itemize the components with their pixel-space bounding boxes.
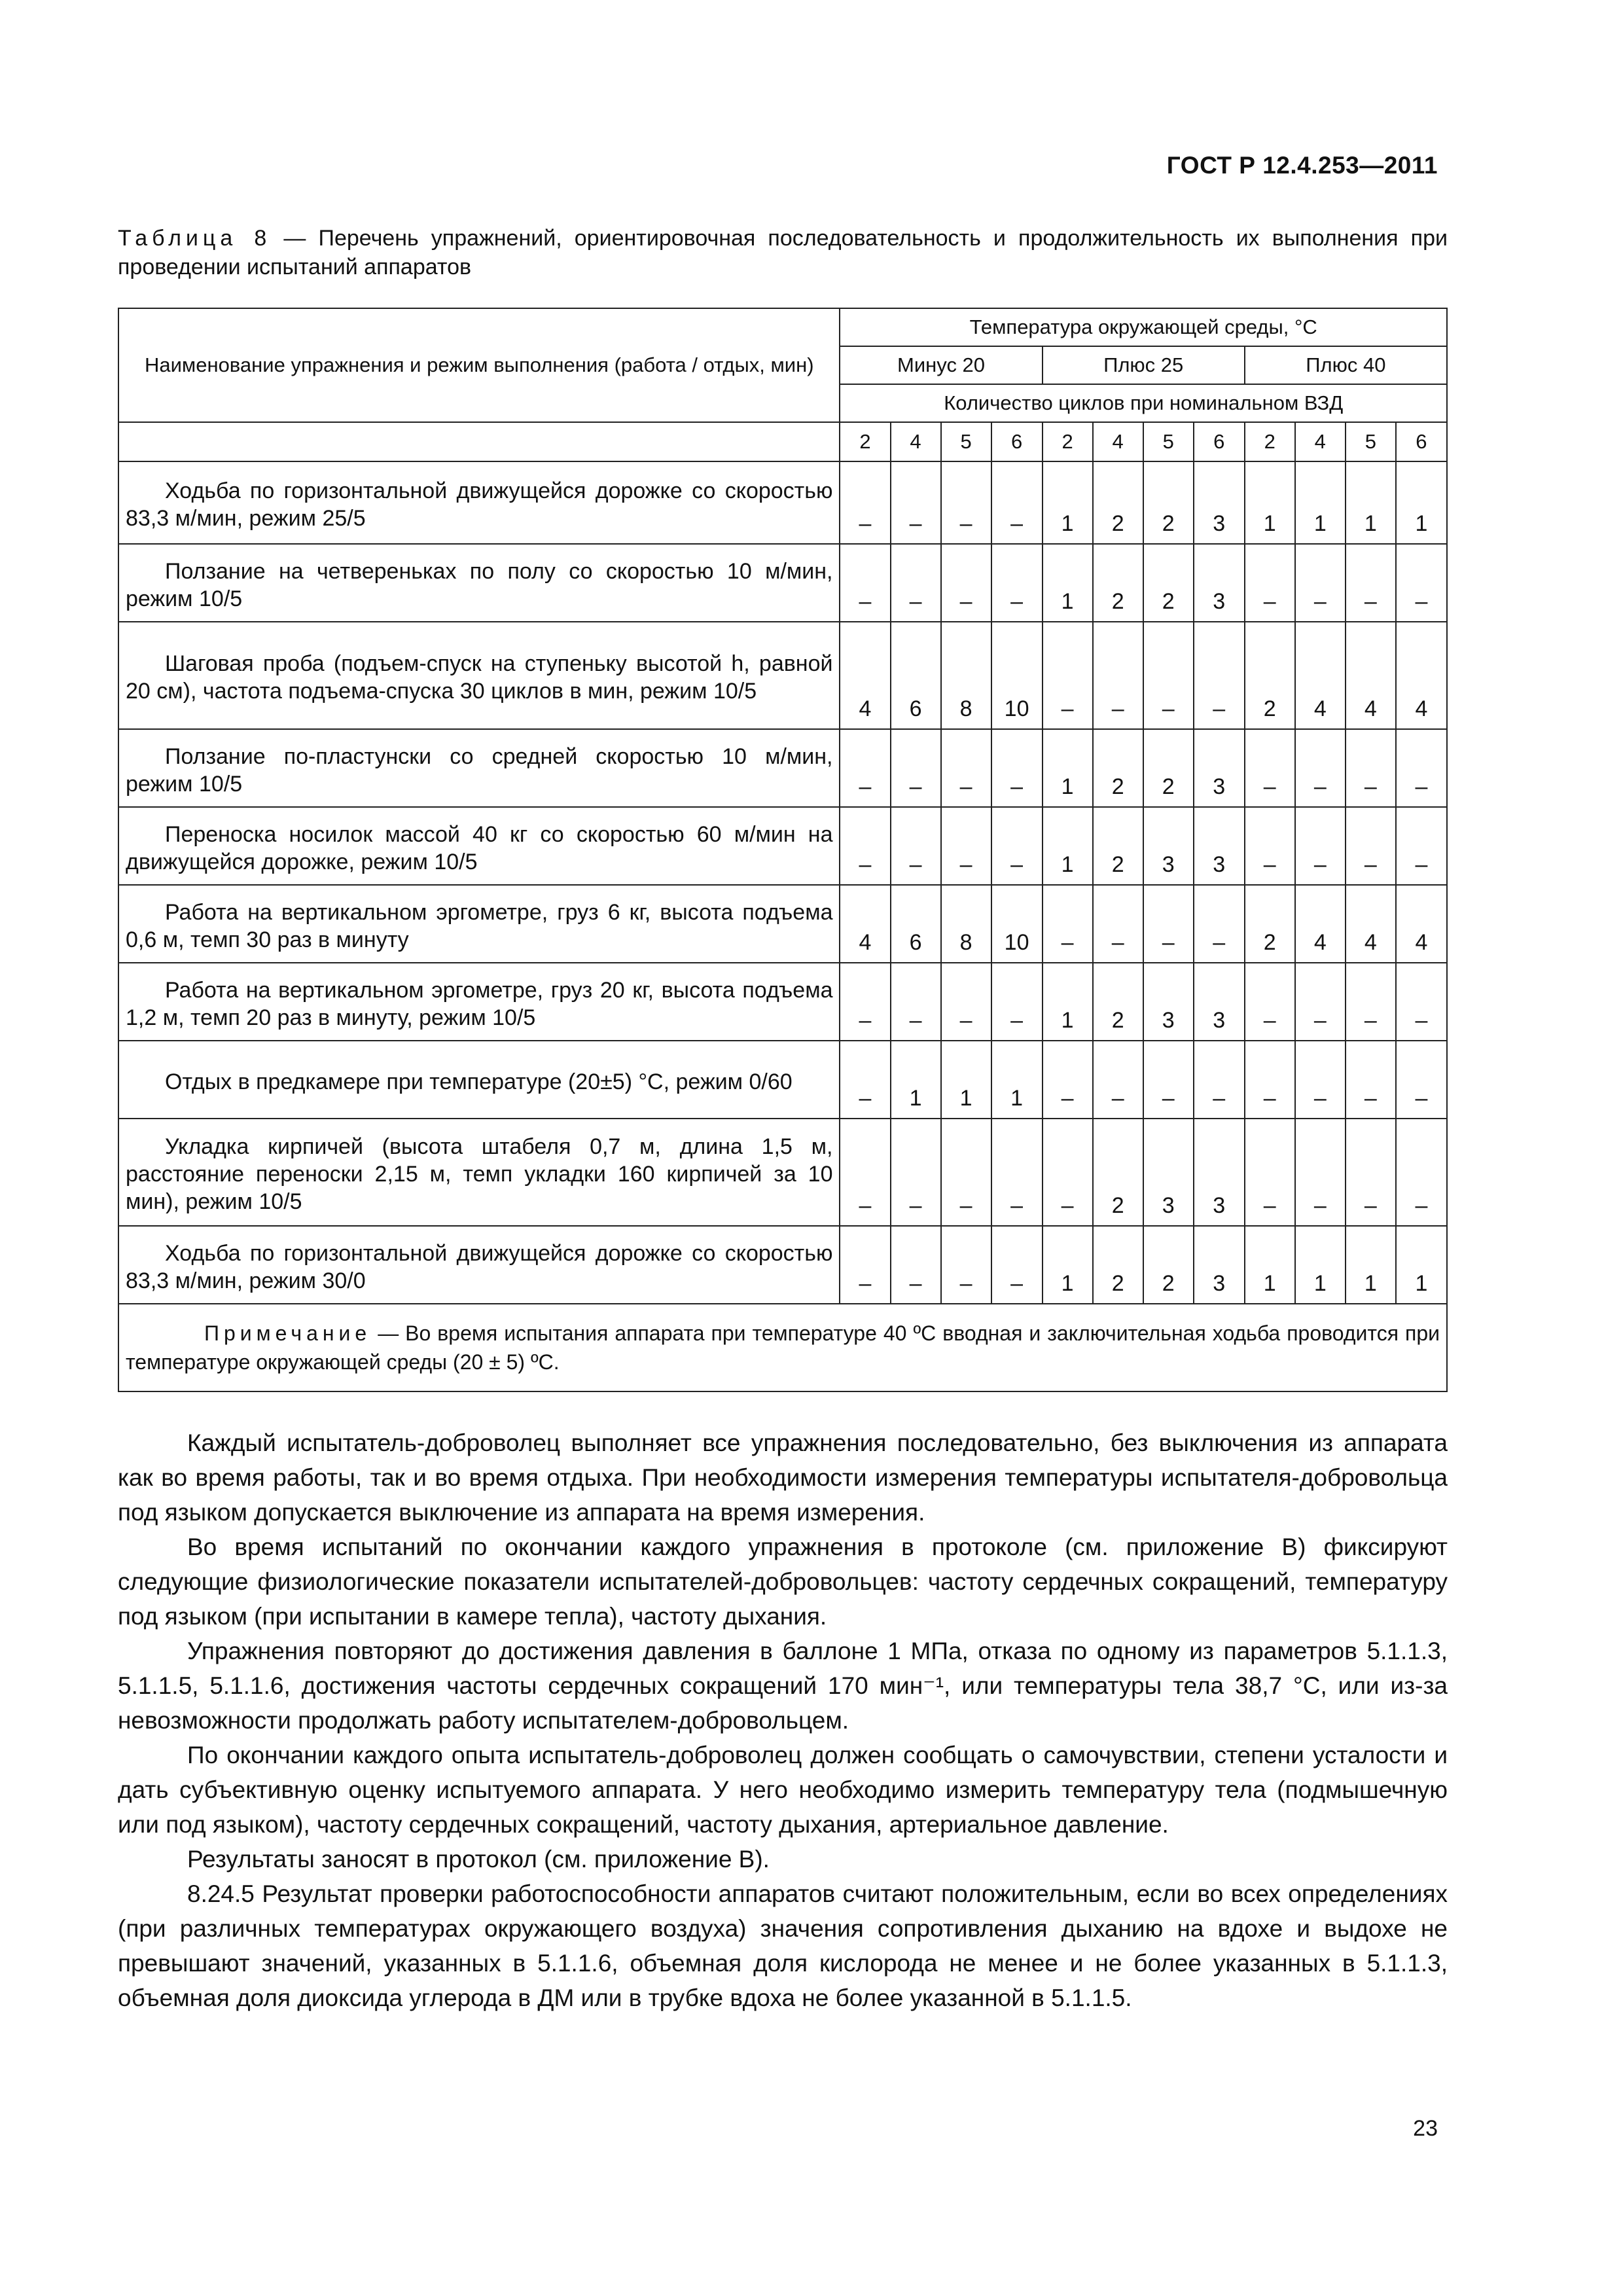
- cycle-value: –: [891, 807, 941, 885]
- temp-group-plus-40: Плюс 40: [1245, 346, 1447, 384]
- cycle-value: –: [941, 461, 991, 544]
- cycle-value: 4: [840, 622, 890, 729]
- exercise-name-text: Работа на вертикальном эргометре, груз 20 кг, высота подъема 1,2 м, темп 20 раз в минуту, режим 10/5: [126, 977, 833, 1030]
- cycle-value: 1: [1043, 544, 1093, 622]
- cycle-value: –: [991, 963, 1043, 1041]
- cycle-value: 1: [1043, 461, 1093, 544]
- table-row: [118, 1226, 1447, 1304]
- table-caption: [118, 224, 1448, 281]
- exercise-name: [118, 544, 840, 622]
- cycle-value: –: [1143, 1041, 1194, 1119]
- cycle-value: –: [891, 461, 941, 544]
- cycle-value: –: [991, 729, 1043, 807]
- cycle-value: 2: [1093, 729, 1143, 807]
- cycle-value: 2: [1093, 963, 1143, 1041]
- table-row: [118, 807, 1447, 885]
- cycle-value: –: [1346, 1041, 1396, 1119]
- paragraph: Во время испытаний по окончании каждого упражнения в протоколе (см. приложение В) фиксируют следующие физиологические показатели испытателей-добровольцев: частоту сердечных сокращений, температуру под языком (при испытании в камере тепла), частоту дыхания.: [118, 1534, 1448, 1630]
- cycle-value: –: [840, 807, 890, 885]
- exercise-name: [118, 885, 840, 963]
- cycle-value: 10: [991, 885, 1043, 963]
- cycle-value: –: [1346, 1119, 1396, 1226]
- cycle-value: 4: [1346, 622, 1396, 729]
- exercise-name-text: Ползание на четвереньках по полу со скоростью 10 м/мин, режим 10/5: [126, 558, 833, 611]
- cycle-count-header: 5: [1143, 422, 1194, 461]
- cycle-value: 3: [1194, 963, 1245, 1041]
- table-row: [118, 1041, 1447, 1119]
- exercise-name: [118, 622, 840, 729]
- cycle-value: –: [991, 1226, 1043, 1304]
- cycle-value: –: [1245, 1041, 1295, 1119]
- cycle-value: 1: [1245, 461, 1295, 544]
- cycle-value: 4: [1396, 885, 1447, 963]
- cycle-value: –: [1396, 963, 1447, 1041]
- cycle-value: –: [1346, 729, 1396, 807]
- cycle-value: 6: [891, 622, 941, 729]
- cycle-value: 4: [1295, 885, 1346, 963]
- cycle-value: –: [1295, 1119, 1346, 1226]
- page-number: 23: [1413, 2116, 1438, 2141]
- exercise-name: [118, 807, 840, 885]
- empty-header-cell: [118, 422, 840, 461]
- cycle-value: 2: [1143, 1226, 1194, 1304]
- cycle-value: –: [941, 963, 991, 1041]
- table-row: [118, 1119, 1447, 1226]
- exercise-name-text: Ходьба по горизонтальной движущейся дорожке со скоростью 83,3 м/мин, режим 30/0: [126, 1240, 833, 1293]
- cycle-value: 1: [1396, 1226, 1447, 1304]
- table-row: [118, 885, 1447, 963]
- cycle-value: –: [891, 1226, 941, 1304]
- table-caption-text: — Перечень упражнений, ориентировочная последовательность и продолжительность их выполнения при проведении испытаний аппаратов: [118, 226, 1448, 279]
- cycle-value: 3: [1194, 461, 1245, 544]
- cycle-value: –: [840, 1119, 890, 1226]
- cycle-value: 3: [1143, 807, 1194, 885]
- cycle-value: –: [1295, 963, 1346, 1041]
- cycle-value: 8: [941, 885, 991, 963]
- exercise-name-text: Укладка кирпичей (высота штабеля 0,7 м, длина 1,5 м, расстояние переноски 2,15 м, темп укладки 160 кирпичей за 10 мин), режим 10/5: [126, 1134, 833, 1214]
- cycle-value: –: [1346, 963, 1396, 1041]
- cycle-value: –: [941, 729, 991, 807]
- exercise-name-text: Работа на вертикальном эргометре, груз 6 кг, высота подъема 0,6 м, темп 30 раз в минуту: [126, 899, 833, 952]
- exercise-name-text: Ходьба по горизонтальной движущейся дорожке со скоростью 83,3 м/мин, режим 25/5: [126, 478, 833, 531]
- cycle-value: –: [1043, 1041, 1093, 1119]
- cycle-value: 3: [1143, 1119, 1194, 1226]
- cycle-value: –: [1396, 544, 1447, 622]
- cycle-value: 3: [1194, 1226, 1245, 1304]
- exercise-name: [118, 1041, 840, 1119]
- cycle-value: 4: [840, 885, 890, 963]
- cycle-value: 2: [1143, 544, 1194, 622]
- table-note: [118, 1304, 1447, 1391]
- cycle-value: –: [1043, 885, 1093, 963]
- cycle-value: –: [1245, 729, 1295, 807]
- exercise-name-text: Отдых в предкамере при температуре (20±5) °C, режим 0/60: [165, 1069, 793, 1094]
- note-text: — Во время испытания аппарата при температуре 40 ºC вводная и заключительная ходьба проводится при температуре окружающей среды (20 ± 5) ºC.: [126, 1321, 1440, 1374]
- temp-group-plus-25: Плюс 25: [1043, 346, 1245, 384]
- cycle-value: –: [1093, 885, 1143, 963]
- cycle-value: –: [1245, 963, 1295, 1041]
- cycle-value: 2: [1093, 1119, 1143, 1226]
- cycle-value: 1: [1346, 1226, 1396, 1304]
- cycle-count-header: 6: [1194, 422, 1245, 461]
- cycle-value: 8: [941, 622, 991, 729]
- cycle-value: 2: [1093, 544, 1143, 622]
- cycle-count-header: 6: [1396, 422, 1447, 461]
- cycle-value: –: [1245, 807, 1295, 885]
- exercise-name: [118, 963, 840, 1041]
- cycle-value: 2: [1245, 622, 1295, 729]
- table-row: [118, 963, 1447, 1041]
- paragraph: Каждый испытатель-доброволец выполняет все упражнения последовательно, без выключения из аппарата как во время работы, так и во время отдыха. При необходимости измерения температуры испытателя-добровольца под языком допускается выключение из аппарата на время измерения.: [118, 1429, 1448, 1526]
- exercise-table: [118, 308, 1448, 1392]
- cycle-value: 4: [1295, 622, 1346, 729]
- cycle-value: –: [1396, 1119, 1447, 1226]
- cycle-value: –: [1396, 807, 1447, 885]
- cycle-value: –: [1295, 1041, 1346, 1119]
- cycle-value: 1: [1043, 807, 1093, 885]
- cycle-value: –: [1143, 885, 1194, 963]
- temperature-header: Температура окружающей среды, °C: [840, 308, 1447, 346]
- cycle-value: 2: [1143, 729, 1194, 807]
- cycle-value: –: [1295, 544, 1346, 622]
- cycle-value: –: [941, 1119, 991, 1226]
- cycle-value: 2: [1093, 807, 1143, 885]
- cycle-value: –: [891, 544, 941, 622]
- cycle-value: –: [840, 1226, 890, 1304]
- paragraph: Упражнения повторяют до достижения давления в баллоне 1 МПа, отказа по одному из параметров 5.1.1.3, 5.1.1.5, 5.1.1.6, достижения частоты сердечных сокращений 170 мин⁻¹, или температуры тела 38,7 °C, или из-за невозможности продолжать работу испытателем-добровольцем.: [118, 1638, 1448, 1734]
- cycles-header: Количество циклов при номинальном ВЗД: [840, 384, 1447, 422]
- cycle-value: 1: [1043, 729, 1093, 807]
- cycle-value: –: [1295, 807, 1346, 885]
- cycle-value: 1: [941, 1041, 991, 1119]
- cycle-value: –: [840, 729, 890, 807]
- cycle-value: 1: [1346, 461, 1396, 544]
- exercise-name: [118, 1119, 840, 1226]
- cycle-value: 2: [1143, 461, 1194, 544]
- cycle-value: 3: [1143, 963, 1194, 1041]
- body-text: [118, 1426, 1448, 2015]
- cycle-value: 4: [1346, 885, 1396, 963]
- cycle-value: –: [1396, 1041, 1447, 1119]
- cycle-value: –: [1093, 1041, 1143, 1119]
- exercise-name-text: Переноска носилок массой 40 кг со скоростью 60 м/мин на движущейся дорожке, режим 10/5: [126, 821, 833, 874]
- cycle-value: –: [840, 1041, 890, 1119]
- cycle-value: –: [1295, 729, 1346, 807]
- table-row: [118, 461, 1447, 544]
- cycle-value: –: [840, 461, 890, 544]
- cycle-value: –: [1245, 544, 1295, 622]
- cycle-count-header: 4: [891, 422, 941, 461]
- cycle-value: –: [1245, 1119, 1295, 1226]
- cycle-value: 2: [1093, 461, 1143, 544]
- cycle-value: –: [891, 963, 941, 1041]
- temp-group-minus-20: Минус 20: [840, 346, 1042, 384]
- cycle-value: –: [1093, 622, 1143, 729]
- paragraph: По окончании каждого опыта испытатель-доброволец должен сообщать о самочувствии, степени усталости и дать субъективную оценку испытуемого аппарата. У него необходимо измерить температуру тела (подмышечную или под языком), частоту сердечных сокращений, частоту дыхания, артериальное давление.: [118, 1742, 1448, 1838]
- cycle-value: –: [941, 807, 991, 885]
- cycle-value: –: [991, 807, 1043, 885]
- note-label: Примечание: [204, 1321, 372, 1345]
- cycle-value: –: [1396, 729, 1447, 807]
- cycle-value: 1: [1396, 461, 1447, 544]
- cycle-value: 3: [1194, 807, 1245, 885]
- exercise-name: [118, 1226, 840, 1304]
- cycle-value: –: [991, 1119, 1043, 1226]
- cycle-value: 1: [1043, 963, 1093, 1041]
- cycle-value: 1: [1295, 1226, 1346, 1304]
- cycle-value: 1: [991, 1041, 1043, 1119]
- cycle-value: –: [1194, 622, 1245, 729]
- cycle-value: –: [891, 1119, 941, 1226]
- document-id: ГОСТ Р 12.4.253—2011: [1166, 152, 1438, 179]
- cycle-value: –: [941, 544, 991, 622]
- cycle-value: –: [840, 544, 890, 622]
- exercise-name-text: Ползание по-пластунски со средней скоростью 10 м/мин, режим 10/5: [126, 744, 833, 797]
- cycle-value: 1: [1245, 1226, 1295, 1304]
- cycle-value: 2: [1093, 1226, 1143, 1304]
- cycle-count-header: 5: [1346, 422, 1396, 461]
- cycle-count-header: 2: [840, 422, 890, 461]
- cycle-value: 3: [1194, 544, 1245, 622]
- cycle-value: 1: [1295, 461, 1346, 544]
- cycle-value: 6: [891, 885, 941, 963]
- exercise-name: [118, 461, 840, 544]
- cycle-value: 3: [1194, 729, 1245, 807]
- cycle-value: –: [1346, 807, 1396, 885]
- cycle-value: –: [1143, 622, 1194, 729]
- cycle-value: –: [1194, 1041, 1245, 1119]
- cycle-value: –: [991, 544, 1043, 622]
- cycle-value: 2: [1245, 885, 1295, 963]
- cycle-count-header: 2: [1043, 422, 1093, 461]
- cycle-value: –: [1194, 885, 1245, 963]
- cycle-count-header: 4: [1093, 422, 1143, 461]
- paragraph: Результаты заносят в протокол (см. приложение В).: [187, 1846, 770, 1873]
- table-row: [118, 622, 1447, 729]
- cycle-count-header: 4: [1295, 422, 1346, 461]
- exercise-name-header: Наименование упражнения и режим выполнения (работа / отдых, мин): [118, 308, 840, 422]
- cycle-value: –: [891, 729, 941, 807]
- cycle-value: 4: [1396, 622, 1447, 729]
- paragraph: 8.24.5 Результат проверки работоспособности аппаратов считают положительным, если во всех определениях (при различных температурах окружающего воздуха) значения сопротивления дыханию на вдохе и выдохе не превышают значений, указанных в 5.1.1.6, объемная доля кислорода не менее и не более указанных в 5.1.1.3, объемная доля диоксида углерода в ДМ или в трубке вдоха не более указанной в 5.1.1.5.: [118, 1880, 1448, 2011]
- cycle-value: –: [1043, 1119, 1093, 1226]
- cycle-value: 3: [1194, 1119, 1245, 1226]
- cycle-value: –: [941, 1226, 991, 1304]
- table-row: [118, 729, 1447, 807]
- cycle-value: 10: [991, 622, 1043, 729]
- cycle-count-header: 2: [1245, 422, 1295, 461]
- table-row: [118, 544, 1447, 622]
- cycle-value: –: [991, 461, 1043, 544]
- cycle-count-header: 5: [941, 422, 991, 461]
- cycle-value: –: [1043, 622, 1093, 729]
- cycle-count-header: 6: [991, 422, 1043, 461]
- cycle-value: –: [1346, 544, 1396, 622]
- cycle-value: –: [840, 963, 890, 1041]
- table-caption-label: Таблица 8: [118, 226, 272, 251]
- exercise-name: [118, 729, 840, 807]
- cycle-value: 1: [891, 1041, 941, 1119]
- exercise-name-text: Шаговая проба (подъем-спуск на ступеньку высотой h, равной 20 см), частота подъема-спуска 30 циклов в мин, режим 10/5: [126, 651, 833, 704]
- cycle-value: 1: [1043, 1226, 1093, 1304]
